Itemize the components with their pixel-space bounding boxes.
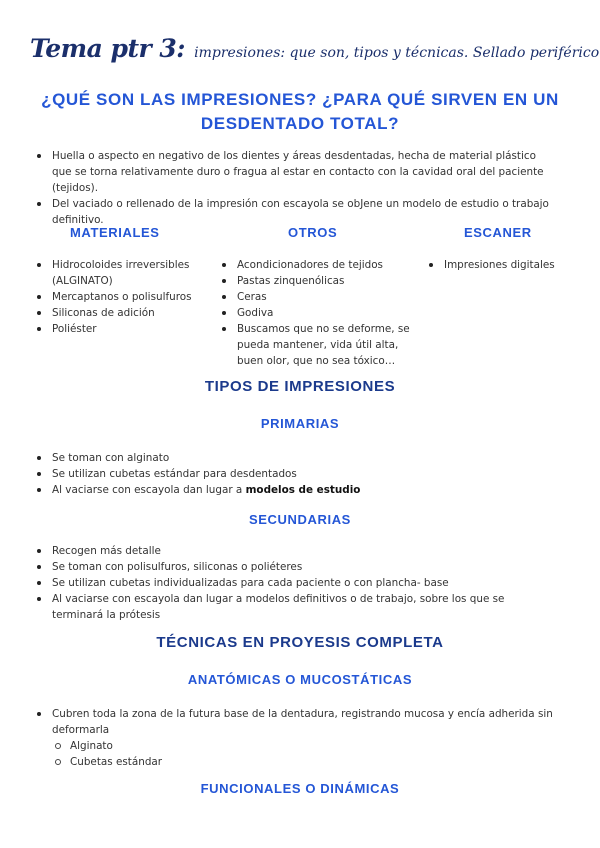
otros-heading: OTROS bbox=[288, 225, 338, 240]
heading-line-1: ¿QUÉ SON LAS IMPRESIONES? ¿PARA QUÉ SIRVEN EN UN bbox=[41, 90, 559, 109]
list-item: Del vaciado o rellenado de la impresión con escayola se obJene un modelo de estudio o trabajo definitivo. bbox=[34, 196, 554, 228]
tipos-heading: TIPOS DE IMPRESIONES bbox=[204, 378, 396, 395]
list-item bbox=[34, 482, 574, 498]
primarias-heading: PRIMARIAS bbox=[260, 416, 340, 431]
anatomicas-sublist bbox=[52, 738, 352, 770]
list-item: Se utilizan cubetas estándar para desdentados bbox=[34, 466, 574, 482]
list-item: Pastas zinquenólicas bbox=[219, 273, 411, 289]
list-item: Se toman con alginato bbox=[34, 450, 574, 466]
modelos-estudio-bold: modelos de estudio bbox=[245, 484, 361, 496]
list-item: Ceras bbox=[219, 289, 411, 305]
escaner-list bbox=[426, 257, 586, 273]
list-item: Hidrocoloides irreversibles (ALGINATO) bbox=[34, 257, 212, 289]
primarias-list bbox=[34, 450, 574, 498]
list-item: Siliconas de adición bbox=[34, 305, 212, 321]
list-item: Huella o aspecto en negativo de los dientes y áreas desdentadas, hecha de material plástico que se torna relativamente duro o fragua al estar en contacto con la cavidad oral del paciente (tejidos). bbox=[34, 148, 554, 196]
intro-bullet-list bbox=[34, 148, 554, 228]
list-item: Impresiones digitales bbox=[426, 257, 586, 273]
anatomicas-heading: ANATÓMICAS O MUCOSTÁTICAS bbox=[187, 672, 413, 687]
materiales-list bbox=[34, 257, 212, 337]
heading-line-2: DESDENTADO TOTAL? bbox=[200, 114, 400, 133]
funcionales-heading: FUNCIONALES O DINÁMICAS bbox=[200, 781, 400, 796]
tecnicas-heading: TÉCNICAS EN PROYESIS COMPLETA bbox=[156, 634, 444, 651]
title-main: Tema ptr 3: bbox=[30, 34, 186, 63]
otros-list bbox=[219, 257, 411, 369]
list-item: Acondicionadores de tejidos bbox=[219, 257, 411, 273]
list-item: Cubren toda la zona de la futura base de la dentadura, registrando mucosa y encía adherida sin deformarla bbox=[34, 706, 554, 738]
section-heading-que-son bbox=[0, 88, 600, 136]
list-item: Recogen más detalle bbox=[34, 543, 554, 559]
list-item: Al vaciarse con escayola dan lugar a modelos definitivos o de trabajo, sobre los que se terminará la prótesis bbox=[34, 591, 554, 623]
document-title bbox=[30, 34, 599, 63]
title-subtitle: impresiones: que son, tipos y técnicas. Sellado periférico bbox=[194, 45, 600, 61]
secundarias-heading: SECUNDARIAS bbox=[249, 512, 351, 527]
materiales-heading: MATERIALES bbox=[70, 225, 160, 240]
anatomicas-list bbox=[34, 706, 554, 738]
list-item: Alginato bbox=[52, 738, 352, 754]
list-item: Cubetas estándar bbox=[52, 754, 352, 770]
list-item: Poliéster bbox=[34, 321, 212, 337]
list-item: Godiva bbox=[219, 305, 411, 321]
escaner-heading: ESCANER bbox=[464, 225, 532, 240]
list-item: Se utilizan cubetas individualizadas para cada paciente o con plancha- base bbox=[34, 575, 554, 591]
list-item: Se toman con polisulfuros, siliconas o poliéteres bbox=[34, 559, 554, 575]
primarias-last-prefix: Al vaciarse con escayola dan lugar a bbox=[52, 484, 246, 496]
list-item: Buscamos que no se deforme, se pueda mantener, vida útil alta, buen olor, que no sea tóxico… bbox=[219, 321, 411, 369]
list-item: Mercaptanos o polisulfuros bbox=[34, 289, 212, 305]
secundarias-list bbox=[34, 543, 554, 623]
